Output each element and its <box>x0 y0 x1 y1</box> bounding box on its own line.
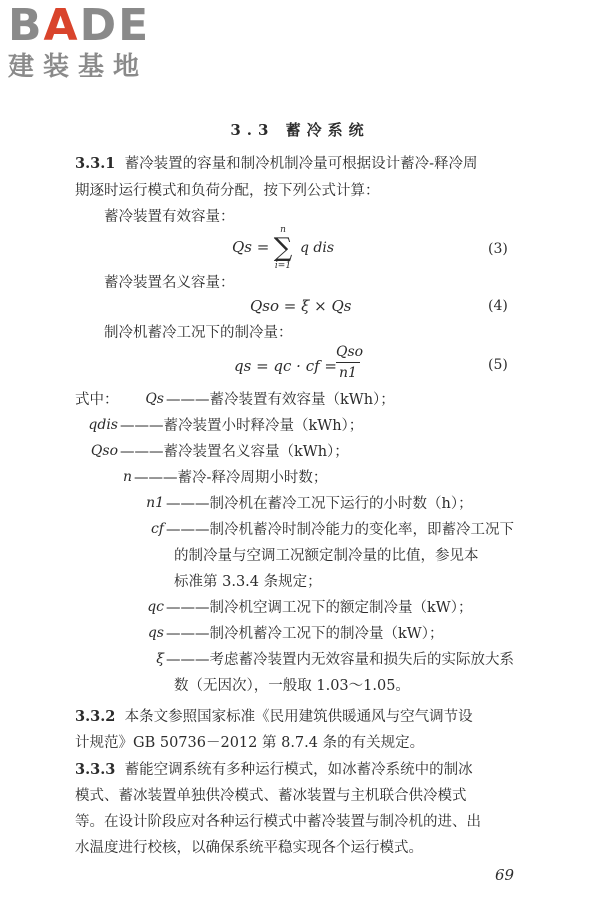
formula-3-term: q dis <box>300 240 335 256</box>
formula-5-lhs: qs = qc · cf = <box>234 357 338 375</box>
variable-definition-cont: 标准第 3.3.4 条规定； <box>174 574 322 590</box>
variable-definition: ———蓄冷装置有效容量（kWh）； <box>166 392 395 408</box>
clause-3-3-3-line2: 模式、蓄冰装置单独供冷模式、蓄冰装置与主机联合供冷模式 <box>75 788 467 804</box>
equation-number-4: (4) <box>488 298 508 314</box>
variable-definition: ———制冷机在蓄冷工况下运行的小时数（h）； <box>166 496 473 512</box>
clause-3-3-2-line2: 计规范》GB 50736－2012 第 8.7.4 条的有关规定。 <box>75 735 425 751</box>
variable-definition: ———蓄冷装置名义容量（kWh）； <box>120 444 349 460</box>
clause-3-3-3-line4: 水温度进行校核，以确保系统平稳实现各个运行模式。 <box>75 840 423 856</box>
variable-definition: ———考虑蓄冷装置内无效容量和损失后的实际放大系 <box>166 652 514 668</box>
clause-3-3-2-line1: 3.3.2 本条文参照国家标准《民用建筑供暖通风与空气调节设 <box>75 708 473 725</box>
page-number: 69 <box>495 866 515 884</box>
variable-definition: ———蓄冷装置小时释冷量（kWh）； <box>120 418 364 434</box>
equation-number-5: (5) <box>488 357 508 373</box>
clause-3-3-3-line3: 等。在设计阶段应对各种运行模式中蓄冷装置与制冷机的进、出 <box>75 814 481 830</box>
where-prefix: 式中： <box>75 392 119 408</box>
formula-5-fraction: Qso n1 <box>336 344 364 381</box>
equation-number-3: (3) <box>488 241 508 257</box>
formula-3-lhs: Qs = <box>232 238 270 256</box>
variable-symbol: n <box>122 469 132 485</box>
logo-subtitle: 建装基地 <box>8 52 149 82</box>
logo-wordmark: BADE <box>8 0 151 51</box>
label-effective-capacity: 蓄冷装置有效容量： <box>104 209 235 225</box>
variable-definition: ———制冷机蓄冷工况下的制冷量（kW）； <box>166 626 444 642</box>
label-nominal-capacity: 蓄冷装置名义容量： <box>104 275 235 291</box>
variable-symbol: n1 <box>146 495 164 511</box>
label-chiller-capacity: 制冷机蓄冷工况下的制冷量： <box>104 325 293 341</box>
clause-3-3-1-line2: 期逐时运行模式和负荷分配，按下列公式计算： <box>75 183 380 199</box>
summation-symbol: n ∑ i=1 <box>273 225 293 271</box>
variable-symbol: qc <box>147 599 164 615</box>
clause-3-3-3-line1: 3.3.3 蓄能空调系统有多种运行模式，如冰蓄冷系统中的制冰 <box>75 761 473 778</box>
section-title: 3.3 蓄冷系统 <box>230 121 370 139</box>
variable-symbol: ξ <box>156 651 164 667</box>
clause-3-3-1-line1: 3.3.1 蓄冷装置的容量和制冷机制冷量可根据设计蓄冷-释冷周 <box>75 155 478 172</box>
bade-logo <box>8 2 150 82</box>
variable-definition: ———蓄冷-释冷周期小时数； <box>134 470 328 486</box>
variable-symbol: Qso <box>90 443 118 459</box>
variable-definition: ———制冷机蓄冷时制冷能力的变化率，即蓄冷工况下 <box>166 522 514 538</box>
variable-definition-cont: 的制冷量与空调工况额定制冷量的比值，参见本 <box>174 548 479 564</box>
formula-4: Qso = ξ × Qs <box>250 297 352 315</box>
variable-symbol: qs <box>147 625 164 641</box>
variable-definition-cont: 数（无因次），一般取 1.03～1.05。 <box>174 678 410 694</box>
variable-definition: ———制冷机空调工况下的额定制冷量（kW）； <box>166 600 473 616</box>
variable-symbol: cf <box>150 521 164 537</box>
variable-symbol: Qs <box>145 391 164 407</box>
variable-symbol: qdis <box>88 417 118 433</box>
